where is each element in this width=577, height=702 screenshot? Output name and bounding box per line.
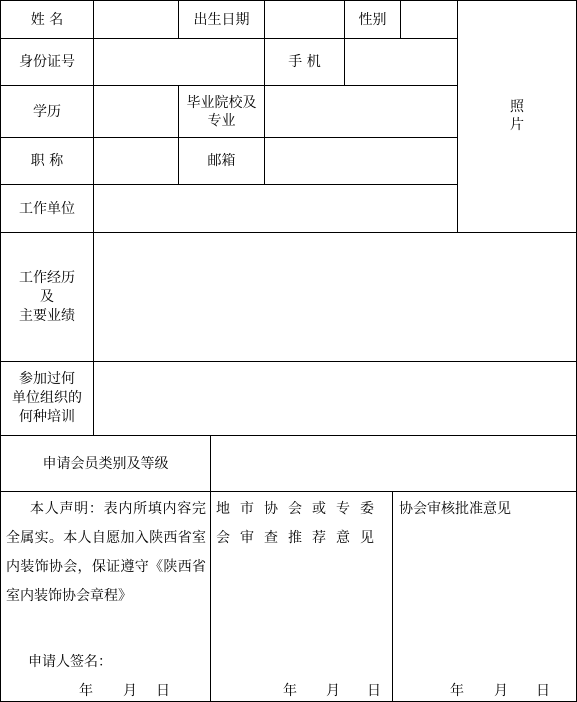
month-label: 月: [494, 683, 508, 699]
gender-field[interactable]: [401, 1, 457, 38]
applicant-signature-label: 申请人签名：: [28, 654, 112, 670]
work-experience-label-line2: 及: [40, 288, 54, 305]
declaration-text: 本人声明：表内所填内容完全属实。本人自愿加入陕西省室内装饰协会，保证遵守《陕西省室内装饰协会章程》: [6, 501, 206, 604]
id-number-label: 身份证号: [19, 54, 75, 70]
work-experience-label-line1: 工作经历: [19, 269, 75, 286]
work-experience-label-line3: 主要业绩: [19, 307, 75, 324]
work-experience-field[interactable]: [94, 233, 576, 361]
photo-box[interactable]: [458, 1, 576, 232]
training-label-line1: 参加过何: [19, 371, 75, 387]
birth-date-label: 出生日期: [193, 11, 250, 28]
day-label: 日: [156, 683, 170, 699]
name-label: 姓 名: [30, 11, 64, 28]
year-label: 年: [79, 683, 93, 699]
photo-label: 照片: [510, 99, 524, 133]
email-field[interactable]: [265, 138, 457, 184]
month-label: 月: [326, 683, 340, 699]
training-label: [1, 362, 93, 435]
training-label-line2: 单位组织的: [12, 390, 82, 406]
local-association-date[interactable]: [283, 680, 381, 700]
school-major-label-line1: 毕业院校及: [186, 94, 257, 111]
school-major-field[interactable]: [265, 86, 457, 137]
training-label-line3: 何种培训: [19, 409, 75, 425]
local-association-opinion-label: 地市协会或专委会审查推荐意见: [216, 501, 384, 546]
title-field[interactable]: [94, 138, 178, 184]
work-experience-label: [1, 233, 93, 361]
mobile-field[interactable]: [345, 39, 457, 85]
membership-type-field[interactable]: [211, 436, 576, 491]
email-label: 邮箱: [207, 153, 236, 169]
applicant-date[interactable]: [79, 680, 170, 700]
employer-label: 工作单位: [19, 200, 75, 217]
membership-type-label: 申请会员类别及等级: [42, 455, 169, 472]
school-major-label: [179, 86, 264, 137]
birth-date-field[interactable]: [265, 1, 344, 38]
mobile-label: 手 机: [288, 54, 321, 70]
id-number-field[interactable]: [94, 39, 264, 85]
employer-field[interactable]: [94, 185, 457, 232]
approval-opinion-label: 协会审核批准意见: [399, 501, 511, 517]
education-field[interactable]: [94, 86, 178, 137]
year-label: 年: [450, 683, 464, 699]
day-label: 日: [536, 683, 550, 699]
name-field[interactable]: [94, 1, 178, 38]
school-major-label-line2: 专业: [207, 112, 236, 129]
year-label: 年: [283, 683, 297, 699]
day-label: 日: [367, 683, 381, 699]
title-label: 职 称: [30, 153, 64, 169]
approval-date[interactable]: [450, 680, 550, 700]
gender-label: 性别: [358, 11, 387, 28]
month-label: 月: [123, 683, 137, 699]
training-field[interactable]: [94, 362, 576, 435]
education-label: 学历: [33, 103, 61, 120]
